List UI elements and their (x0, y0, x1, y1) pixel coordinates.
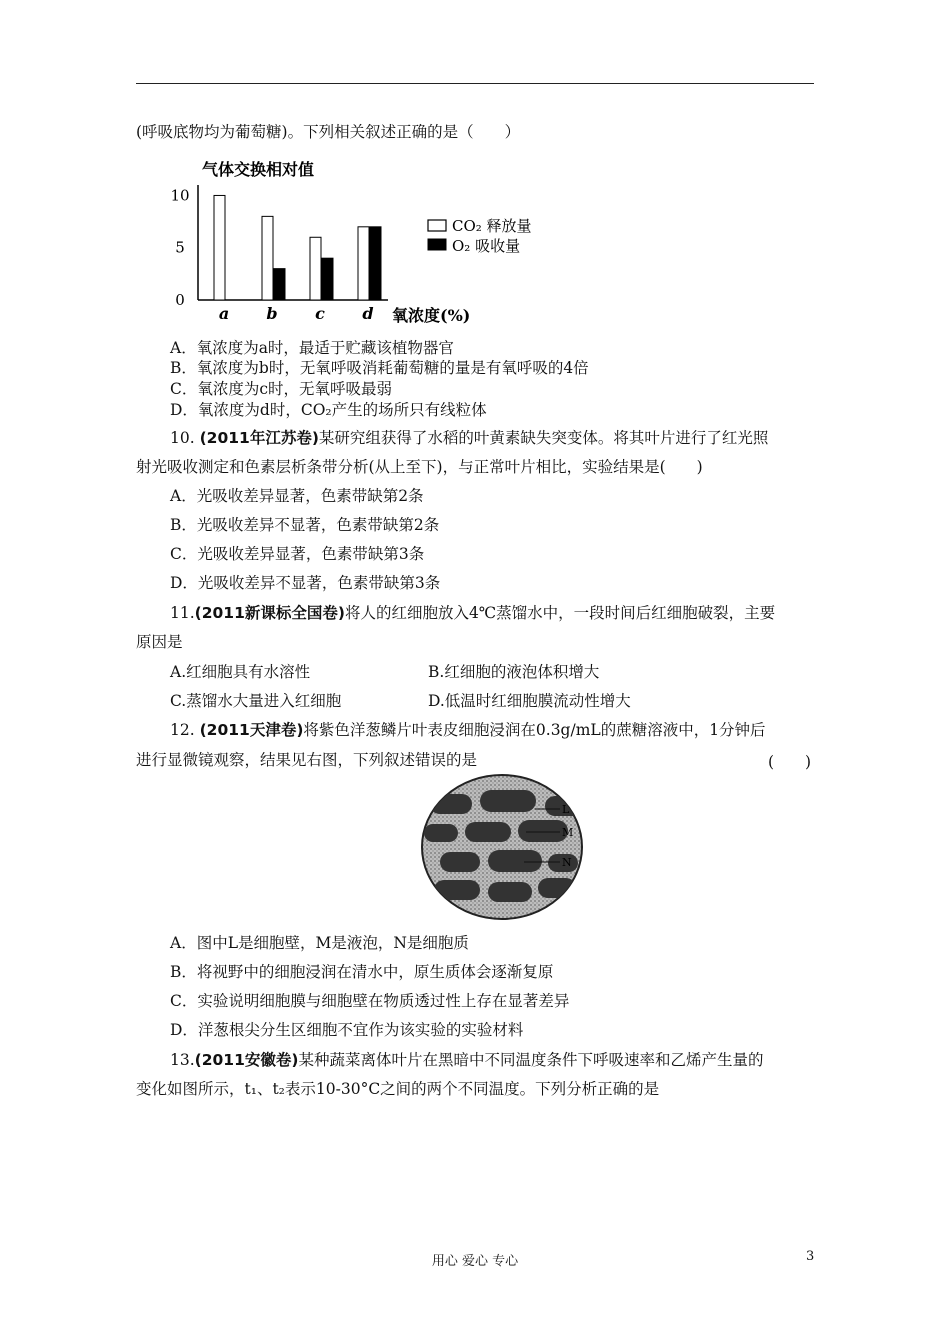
q12-option-d: D．洋葱根尖分生区细胞不宜作为该实验的实验材料 (170, 1021, 524, 1039)
x-axis-label: 氧浓度(%) (392, 306, 471, 325)
q12-option-b: B．将视野中的细胞浸润在清水中，原生质体会逐渐复原 (170, 963, 554, 981)
bar-d-series-0 (358, 227, 369, 300)
page-number: 3 (806, 1249, 815, 1264)
microscope-image (410, 772, 590, 922)
q9-option-a: A．氧浓度为a时，最适于贮藏该植物器官 (170, 339, 454, 357)
bar-c-series-0 (310, 237, 321, 300)
q11-line1 (170, 603, 775, 623)
q9-intro: (呼吸底物均为葡萄糖)。下列相关叙述正确的是（ ） (136, 123, 521, 141)
legend-label-co2: CO₂ 释放量 (452, 217, 532, 235)
header-rule (136, 83, 814, 84)
q10-text1: 某研究组获得了水稻的叶黄素缺失突变体。将其叶片进行了红光照 (318, 429, 769, 447)
q11-option-b: B.红细胞的液泡体积增大 (428, 663, 600, 681)
q9-option-c: C．氧浓度为c时，无氧呼吸最弱 (170, 380, 393, 398)
bar-d-series-1 (370, 227, 381, 300)
footer-slogan: 用心 爱心 专心 (431, 1254, 519, 1269)
q9-option-d: D．氧浓度为d时，CO₂产生的场所只有线粒体 (170, 401, 487, 419)
label-m: M (562, 826, 574, 839)
x-category-label: d (362, 304, 374, 323)
bar-c-series-1 (322, 258, 333, 300)
gas-exchange-chart (170, 155, 590, 330)
q10-line2: 射光吸收测定和色素层析条带分析(从上至下)，与正常叶片相比，实验结果是( ) (136, 458, 703, 476)
y-tick-label: 0 (175, 291, 185, 309)
q13-source: (2011安徽卷) (194, 1051, 299, 1069)
q10-line1 (170, 428, 768, 448)
q10-option-d: D．光吸收差异不显著，色素带缺第3条 (170, 574, 441, 592)
q11-text1: 将人的红细胞放入4℃蒸馏水中，一段时间后红细胞破裂，主要 (344, 604, 776, 622)
legend-swatch-o2 (428, 239, 446, 250)
x-category-label: a (218, 304, 230, 323)
q11-line2: 原因是 (136, 633, 183, 651)
legend-label-o2: O₂ 吸收量 (452, 237, 521, 255)
bar-b-series-0 (262, 216, 273, 300)
q12-line2: 进行显微镜观察，结果见右图，下列叙述错误的是 (136, 751, 478, 769)
q13-text1: 某种蔬菜离体叶片在黑暗中不同温度条件下呼吸速率和乙烯产生量的 (298, 1051, 764, 1069)
q12-text1: 将紫色洋葱鳞片叶表皮细胞浸润在0.3g/mL的蔗糖溶液中，1分钟后 (303, 721, 766, 739)
bar-a-series-0 (214, 195, 225, 300)
q11-number: 11. (170, 604, 195, 622)
q9-option-b: B．氧浓度为b时，无氧呼吸消耗葡萄糖的量是有氧呼吸的4倍 (170, 359, 589, 377)
x-category-label: c (315, 304, 325, 323)
bar-b-series-1 (274, 269, 285, 300)
legend-swatch-co2 (428, 220, 446, 231)
q10-option-c: C．光吸收差异显著，色素带缺第3条 (170, 545, 425, 563)
label-l: L (562, 803, 570, 816)
q12-number: 12. (170, 721, 195, 739)
q10-number: 10. (170, 429, 195, 447)
q10-option-b: B．光吸收差异不显著，色素带缺第2条 (170, 516, 440, 534)
q12-option-a: A．图中L是细胞壁，M是液泡，N是细胞质 (170, 934, 469, 952)
q12-line1 (170, 720, 766, 740)
y-tick-label: 10 (170, 186, 190, 205)
q12-source: (2011天津卷) (199, 721, 304, 739)
q13-number: 13. (170, 1051, 195, 1069)
q11-option-a: A.红细胞具有水溶性 (170, 663, 311, 681)
label-n: N (562, 856, 572, 869)
q13-line1 (170, 1050, 763, 1070)
y-tick-label: 5 (175, 238, 185, 257)
q11-source: (2011新课标全国卷) (194, 604, 345, 622)
x-category-label: b (266, 304, 278, 323)
q11-option-c: C.蒸馏水大量进入红细胞 (170, 692, 342, 710)
q12-option-c: C．实验说明细胞膜与细胞壁在物质透过性上存在显著差异 (170, 992, 570, 1010)
q10-source: (2011年江苏卷) (199, 429, 319, 447)
q13-line2: 变化如图所示，t₁、t₂表示10-30°C之间的两个不同温度。下列分析正确的是 (136, 1080, 660, 1098)
q12-answer-paren: ( ) (768, 753, 812, 771)
q11-option-d: D.低温时红细胞膜流动性增大 (428, 692, 631, 710)
q10-option-a: A．光吸收差异显著，色素带缺第2条 (170, 487, 424, 505)
chart-title: 气体交换相对值 (202, 160, 315, 179)
